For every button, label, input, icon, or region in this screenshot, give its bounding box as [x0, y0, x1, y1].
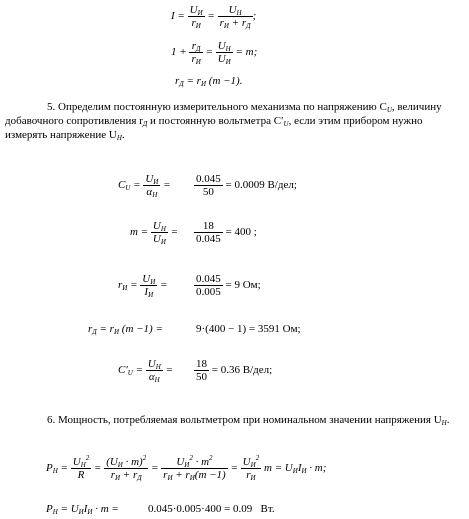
calc-cu-value: $\frac{0.045}{50}$ = 0.0009 В/дел; — [196, 173, 297, 198]
calc-cu-formula: $C_U$ = $\frac{U_И}{\alpha_Н}$ = — [118, 173, 171, 199]
calc-cu2-formula: $C'_U$ = $\frac{U_Н}{\alpha_Н}$ = — [118, 358, 173, 384]
calc-ri-value: $\frac{0.045}{0.005}$ = 9 Ом; — [196, 273, 261, 298]
formula-power: $P_Н$ = $\frac{U_Н^2}{R}$ = $\frac{(U_И \cdot m)^2}{r_И + r_Д}$ = $\frac{U_И^2 \cdot m^2}{r_И + r_И(m -1)}$ = $\frac{U_И^2}{r_И}$ $m = U_ИI_И \cdot m$; — [46, 454, 327, 482]
calc-rd-formula: $r_Д = r_И$ (m −1) = — [88, 323, 163, 336]
paragraph-5: 5. Определим постоянную измерительного механизма по напряжению $C_U$, величину добавочного сопротивления $r_Д$ и постоянную вольтметра $C'_U$, если этим прибором нужно измерять напряжение $U_Н$. — [5, 101, 442, 142]
calc-m-value: $\frac{18}{0.045}$ = 400 ; — [196, 220, 257, 245]
calc-cu2-value: $\frac{18}{50}$ = 0.36 В/дел; — [196, 358, 273, 383]
calc-ri-formula: $r_И$ = $\frac{U_И}{I_И}$ = — [118, 273, 168, 299]
calc-power-value: 0.045·0.005·400 = 0.09 Вт. — [148, 503, 275, 515]
calc-rd-value: 9·(400 − 1) = 3591 Ом; — [196, 323, 301, 335]
formula-current: I = $\frac{U_И}{r_И}$ = $\frac{U_Н}{r_И + r_Д}$ ; — [171, 4, 257, 30]
formula-rd: $r_Д = r_И$ (m −1). — [175, 75, 243, 88]
formula-ratio: 1 + $\frac{r_Д}{r_И}$ = $\frac{U_Н}{U_И}$ = m; — [171, 40, 258, 66]
paragraph-6: 6. Мощность, потребляемая вольтметром при номинальном значении напряжения $U_Н$. — [47, 414, 450, 427]
calc-power-formula: $P_Н = U_ИI_И \cdot m$ = — [46, 503, 119, 516]
calc-m-formula: m = $\frac{U_Н}{U_И}$ = — [130, 220, 179, 246]
